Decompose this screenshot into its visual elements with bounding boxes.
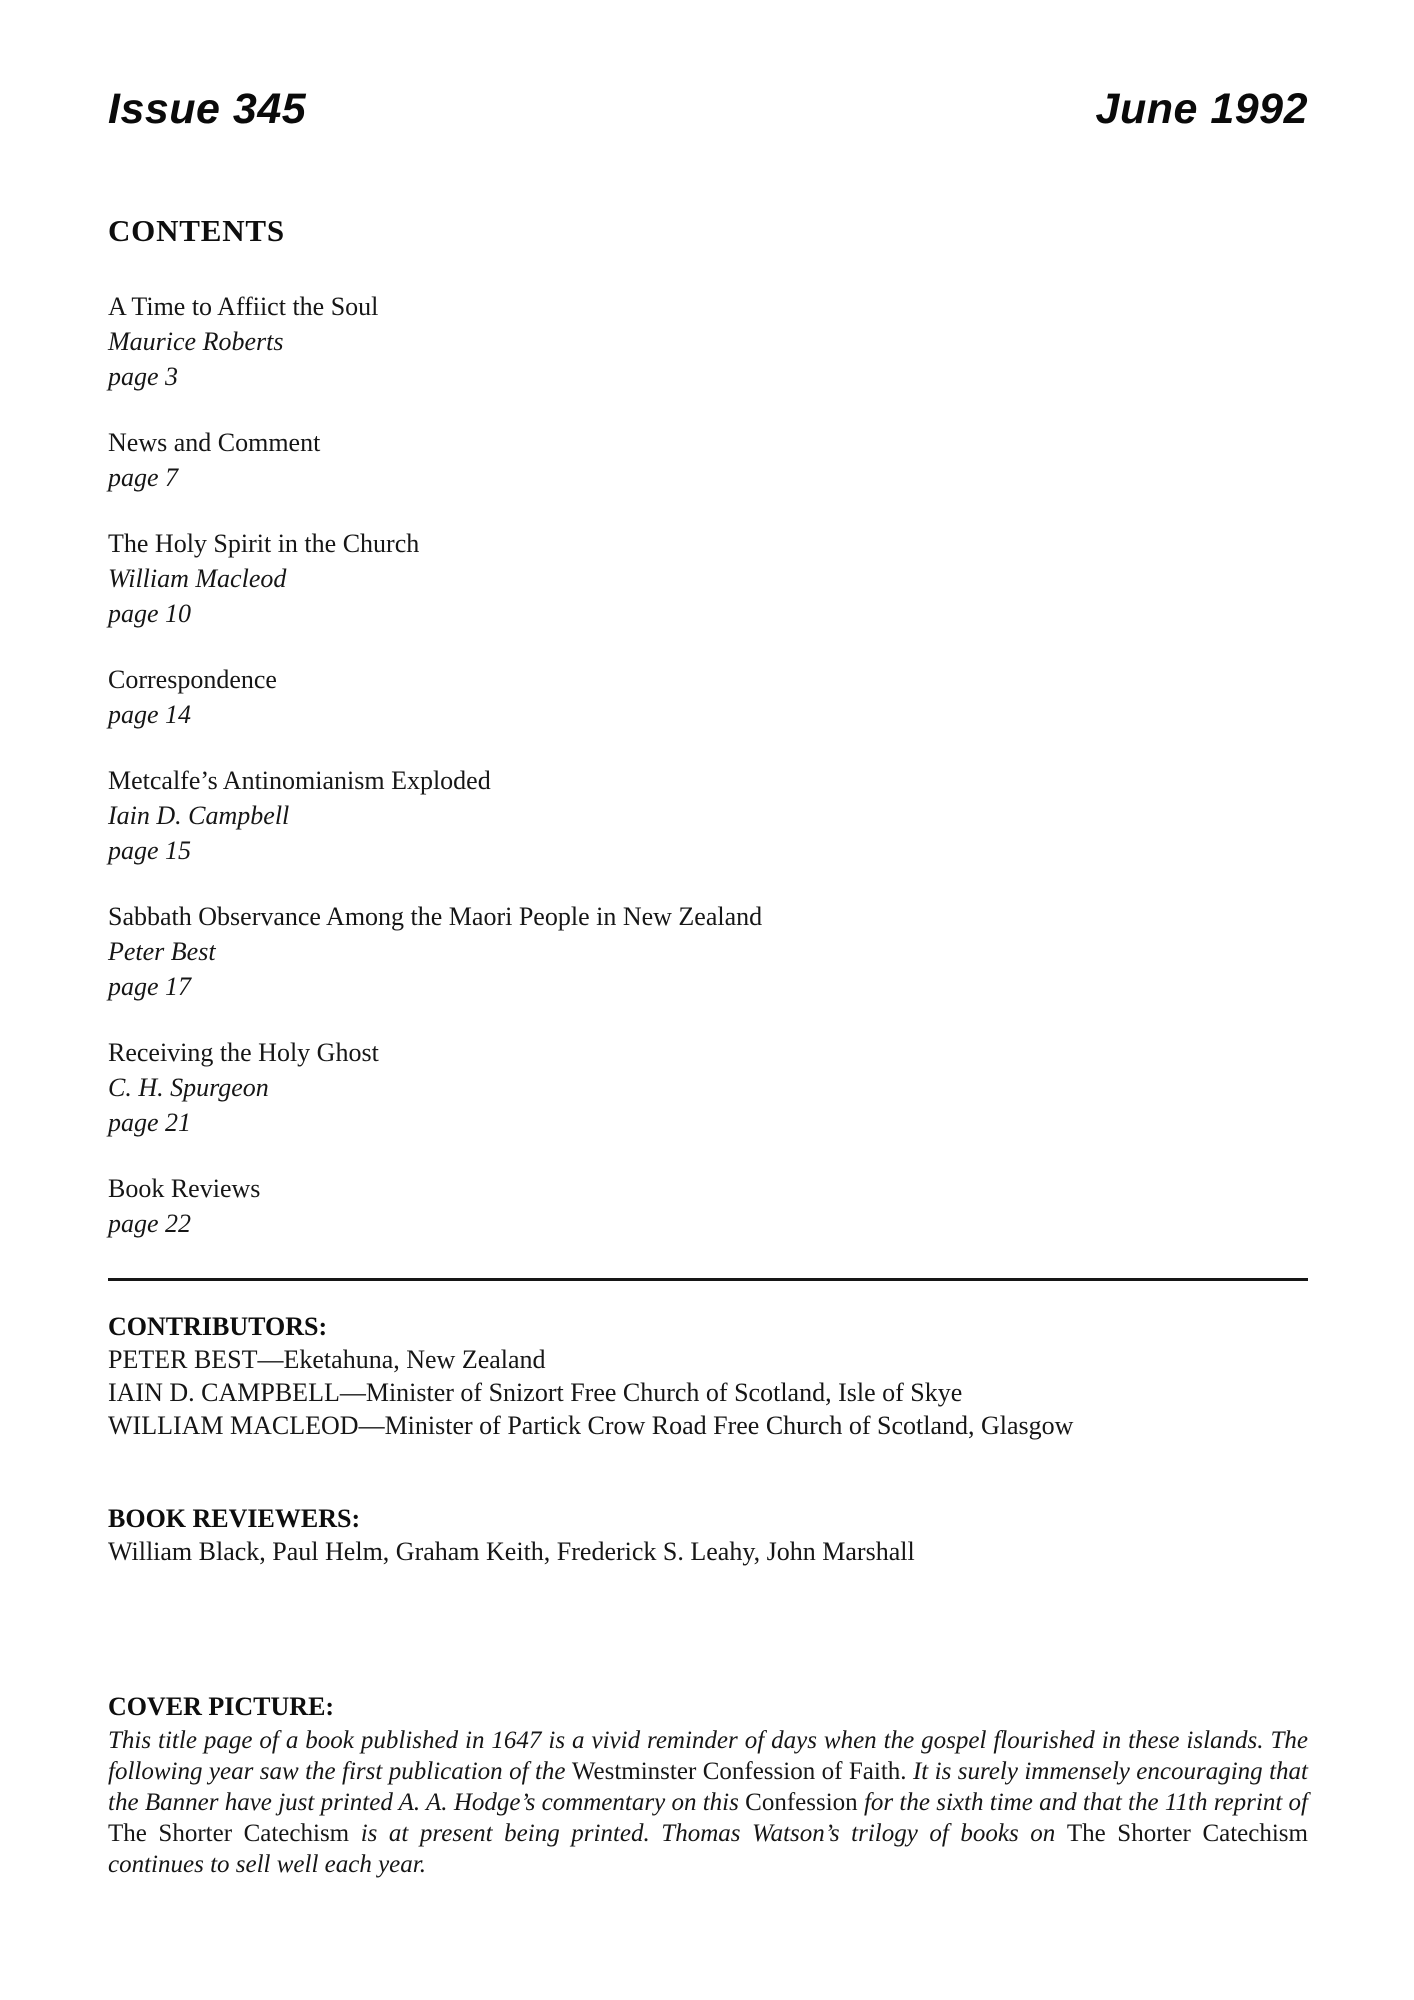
toc-entry-author: Iain D. Campbell bbox=[108, 801, 290, 830]
contributors-heading: CONTRIBUTORS: bbox=[108, 1312, 328, 1341]
toc-entry-page: page 17 bbox=[108, 972, 192, 1001]
toc-entry-title: Receiving the Holy Ghost bbox=[108, 1038, 379, 1067]
book-reviewers-section bbox=[108, 1502, 1308, 1568]
toc-entry-page: page 3 bbox=[108, 362, 179, 391]
cover-text-run: The Shorter Catechism bbox=[108, 1820, 361, 1847]
masthead bbox=[108, 0, 1308, 134]
toc-entry bbox=[108, 425, 1308, 495]
issue-date: June 1992 bbox=[1095, 85, 1308, 133]
toc-entry-page: page 15 bbox=[108, 836, 192, 865]
table-of-contents bbox=[108, 289, 1308, 1241]
cover-text-run: for the sixth time and that the 11th reprint of bbox=[863, 1789, 1309, 1816]
cover-picture-heading: COVER PICTURE: bbox=[108, 1692, 335, 1721]
toc-entry-page: page 21 bbox=[108, 1108, 192, 1137]
contributor-line: PETER BEST—Eketahuna, New Zealand bbox=[108, 1345, 546, 1374]
toc-entry bbox=[108, 289, 1308, 394]
toc-entry bbox=[108, 526, 1308, 631]
cover-text-run: It is surely immensely encouraging that the Banner have just printed A. A. Hodge’s commentary on this bbox=[108, 1758, 1308, 1816]
cover-text-run: Confession bbox=[745, 1789, 864, 1816]
toc-entry-page: page 7 bbox=[108, 463, 179, 492]
toc-entry bbox=[108, 662, 1308, 732]
cover-text-run: This title page of a book published in 1647 is a vivid reminder of days when the gospel flourished in these islands. The following year saw the first publication of the bbox=[108, 1727, 1308, 1785]
cover-text-run: continues to sell well each year. bbox=[108, 1851, 426, 1878]
toc-entry-title: The Holy Spirit in the Church bbox=[108, 529, 420, 558]
cover-text-run: Westminster Confession of Faith. bbox=[571, 1758, 907, 1785]
toc-entry-title: Sabbath Observance Among the Maori People in New Zealand bbox=[108, 902, 763, 931]
contents-heading: CONTENTS bbox=[108, 213, 285, 248]
contributor-line: IAIN D. CAMPBELL—Minister of Snizort Free Church of Scotland, Isle of Skye bbox=[108, 1378, 963, 1407]
toc-entry bbox=[108, 899, 1308, 1004]
contributors-section bbox=[108, 1310, 1308, 1442]
book-reviewers-names: William Black, Paul Helm, Graham Keith, Frederick S. Leahy, John Marshall bbox=[108, 1537, 915, 1566]
toc-entry-title: A Time to Affiict the Soul bbox=[108, 292, 379, 321]
contributor-line: WILLIAM MACLEOD—Minister of Partick Crow Road Free Church of Scotland, Glasgow bbox=[108, 1411, 1074, 1440]
toc-entry bbox=[108, 1035, 1308, 1140]
issue-number: Issue 345 bbox=[108, 85, 307, 133]
toc-entry-title: Correspondence bbox=[108, 665, 277, 694]
toc-entry bbox=[108, 763, 1308, 868]
cover-text-run: The Shorter Catechism bbox=[1066, 1820, 1308, 1847]
toc-entry-page: page 14 bbox=[108, 700, 192, 729]
toc-entry-page: page 22 bbox=[108, 1209, 192, 1238]
horizontal-rule bbox=[108, 1278, 1308, 1281]
toc-entry-author: C. H. Spurgeon bbox=[108, 1073, 269, 1102]
cover-picture-section bbox=[108, 1690, 1308, 1880]
toc-entry-author: Maurice Roberts bbox=[108, 327, 284, 356]
toc-entry-author: Peter Best bbox=[108, 937, 216, 966]
cover-picture-description bbox=[108, 1725, 1308, 1880]
cover-text-run: is at present being printed. Thomas Watson’s trilogy of books on bbox=[360, 1820, 1067, 1847]
toc-entry-title: News and Comment bbox=[108, 428, 321, 457]
book-reviewers-heading: BOOK REVIEWERS: bbox=[108, 1504, 361, 1533]
toc-entry-title: Metcalfe’s Antinomianism Exploded bbox=[108, 766, 491, 795]
toc-entry-page: page 10 bbox=[108, 599, 192, 628]
toc-entry-author: William Macleod bbox=[108, 564, 287, 593]
toc-entry-title: Book Reviews bbox=[108, 1174, 261, 1203]
toc-entry bbox=[108, 1171, 1308, 1241]
